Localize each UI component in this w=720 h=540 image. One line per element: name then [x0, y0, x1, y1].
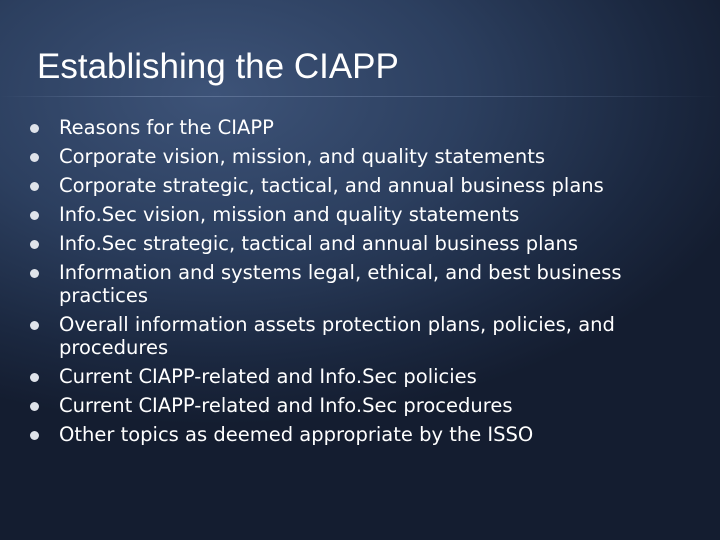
bullet-dot-icon	[30, 321, 39, 330]
slide-title: Establishing the CIAPP	[37, 47, 399, 86]
bullet-item	[0, 145, 699, 168]
bullet-dot-icon	[30, 153, 39, 162]
bullet-item	[0, 394, 699, 417]
bullet-text: Information and systems legal, ethical, and best business practices	[59, 261, 622, 307]
bullet-dot-icon	[30, 182, 39, 191]
bullet-item	[0, 116, 699, 139]
bullet-text: Info.Sec strategic, tactical and annual business plans	[59, 232, 578, 255]
bullet-item	[0, 232, 699, 255]
bullet-dot-icon	[30, 269, 39, 278]
bullet-dot-icon	[30, 373, 39, 382]
bullet-item	[0, 174, 699, 197]
bullet-item	[0, 365, 699, 388]
bullet-list	[0, 116, 720, 452]
bullet-text: Current CIAPP-related and Info.Sec procedures	[59, 394, 513, 417]
bullet-item	[0, 313, 699, 359]
bullet-dot-icon	[30, 211, 39, 220]
bullet-item	[0, 203, 699, 226]
bullet-text: Corporate strategic, tactical, and annual business plans	[59, 174, 604, 197]
bullet-text: Other topics as deemed appropriate by the ISSO	[59, 423, 534, 446]
bullet-item	[0, 423, 699, 446]
title-divider	[0, 96, 720, 97]
bullet-text: Reasons for the CIAPP	[59, 116, 274, 139]
bullet-dot-icon	[30, 402, 39, 411]
bullet-text: Current CIAPP-related and Info.Sec policies	[59, 365, 477, 388]
bullet-text: Corporate vision, mission, and quality statements	[59, 145, 546, 168]
bullet-dot-icon	[30, 431, 39, 440]
bullet-text: Overall information assets protection plans, policies, and procedures	[59, 313, 615, 359]
bullet-dot-icon	[30, 240, 39, 249]
bullet-text: Info.Sec vision, mission and quality statements	[59, 203, 520, 226]
bullet-item	[0, 261, 699, 307]
bullet-dot-icon	[30, 124, 39, 133]
